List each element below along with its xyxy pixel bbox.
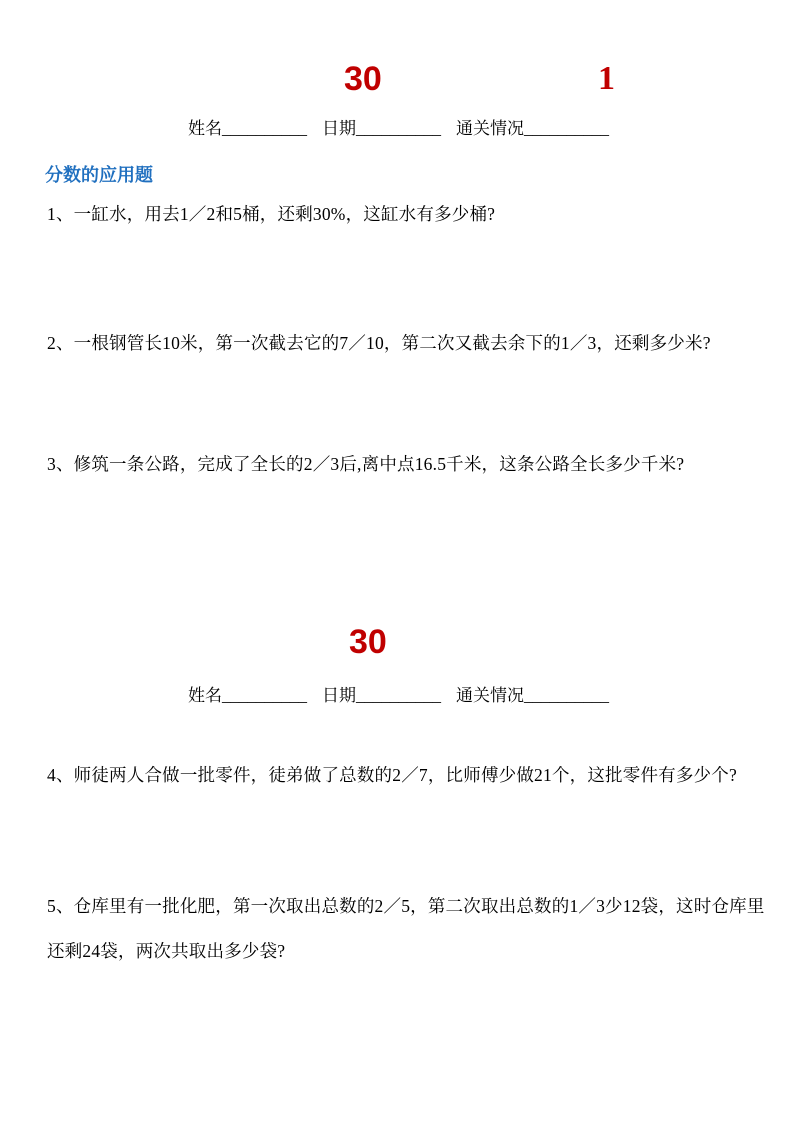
problem-5: 5、仓库里有一批化肥，第一次取出总数的2／5，第二次取出总数的1／3少12袋，这时仓库里还剩24袋，两次共取出多少袋? [47,896,765,961]
date-label: 日期 [322,686,356,705]
pass-status-blank-line: __________ [524,686,609,705]
date-blank-line: __________ [356,686,441,705]
problem-1: 1、一缸水，用去1／2和5桶，还剩30%，这缸水有多少桶? [47,204,496,224]
date-field [322,684,441,708]
pass-status-field [456,684,609,708]
name-label: 姓名 [188,119,222,138]
pass-status-label: 通关情况 [456,686,524,705]
problem-4: 4、师徒两人合做一批零件，徒弟做了总数的2／7，比师傅少做21个，这批零件有多少个? [47,765,737,785]
info-line-2 [188,684,609,708]
name-blank-line: __________ [222,686,307,705]
section-title: 分数的应用题 [45,165,153,185]
score-header-2: 30 [349,623,387,661]
info-line-1 [188,117,609,141]
name-blank-line: __________ [222,119,307,138]
problem-3: 3、修筑一条公路，完成了全长的2／3后,离中点16.5千米，这条公路全长多少千米? [47,454,685,474]
pass-status-blank-line: __________ [524,119,609,138]
score-header-1: 30 [344,60,382,98]
date-label: 日期 [322,119,356,138]
name-field [188,117,307,141]
page-number: 1 [598,60,615,97]
problem-2: 2、一根钢管长10米，第一次截去它的7／10，第二次又截去余下的1／3，还剩多少米? [47,333,711,353]
pass-status-label: 通关情况 [456,119,524,138]
name-field [188,684,307,708]
date-field [322,117,441,141]
pass-status-field [456,117,609,141]
date-blank-line: __________ [356,119,441,138]
name-label: 姓名 [188,686,222,705]
